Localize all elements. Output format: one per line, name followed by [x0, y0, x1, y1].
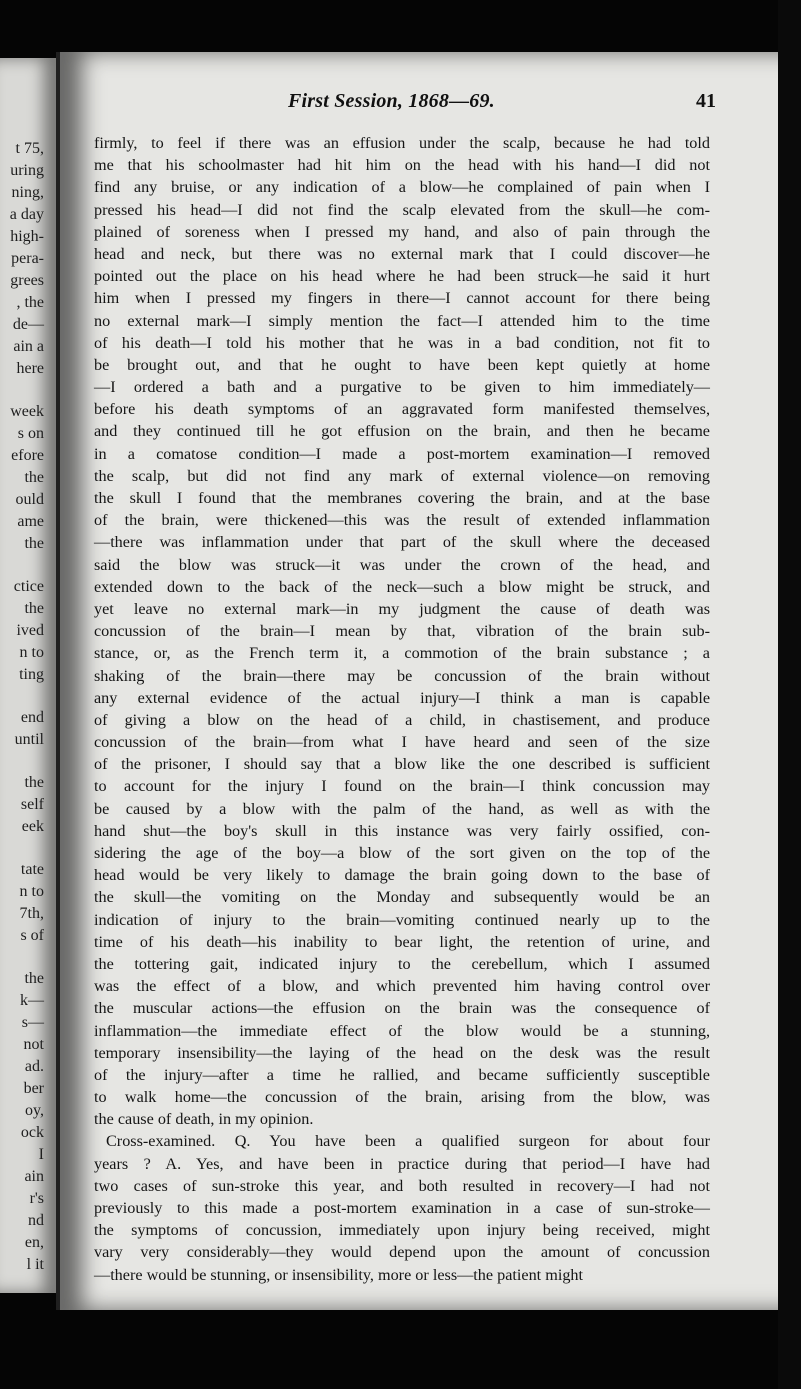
- left-page-fragment: efore: [11, 447, 44, 464]
- text-line: temporary insensibility—the laying of the head on the desk was the result: [94, 1043, 710, 1062]
- text-line: the skull—the vomiting on the Monday and subsequently would be an: [94, 888, 710, 907]
- text-line: concussion of the brain—from what I have heard and seen of the size: [94, 733, 710, 752]
- text-line: time of his death—his inability to bear light, the retention of urine, and: [94, 932, 710, 951]
- text-line: plained of soreness when I pressed my hand, and also of pain through the: [94, 222, 710, 241]
- text-line: inflammation—the immediate effect of the blow would be a stunning,: [94, 1021, 710, 1040]
- left-page-fragment: end: [20, 709, 44, 726]
- text-line: said the blow was struck—it was under the crown of the head, and: [94, 555, 710, 574]
- left-page-fragment: n to: [19, 644, 44, 661]
- left-page-fragment: oy,: [25, 1102, 44, 1119]
- left-page-fragment: en,: [24, 1234, 44, 1251]
- left-page-fragment: not: [23, 1036, 44, 1053]
- text-line: the skull I found that the membranes covering the brain, and at the base: [94, 489, 710, 507]
- left-page-fragment: ning,: [11, 184, 44, 201]
- left-page-fragment: ame: [17, 513, 44, 530]
- left-page-fragment: de—: [12, 316, 44, 333]
- left-page-fragment: nd: [28, 1212, 44, 1229]
- text-line: the tottering gait, indicated injury to the cerebellum, which I assumed: [94, 954, 710, 973]
- text-line: —there would be stunning, or insensibility, more or less—the patient might: [94, 1265, 583, 1284]
- text-line: to walk home—the concussion of the brain, arising from the blow, was: [94, 1088, 710, 1107]
- left-page-fragment: n to: [19, 883, 44, 900]
- text-line: to account for the injury I found on the brain—I think concussion may: [94, 777, 710, 796]
- left-page-fragment: ad.: [24, 1058, 44, 1075]
- left-page-fragment: ain a: [13, 338, 44, 355]
- left-page-fragment: the: [24, 535, 44, 552]
- left-page-fragment: s on: [17, 425, 44, 442]
- text-line: years ? A. Yes, and have been in practice during that period—I have had: [94, 1154, 710, 1173]
- left-page-fragment: k—: [20, 992, 44, 1009]
- text-line: —there was inflammation under that part of the skull where the deceased: [94, 533, 710, 552]
- left-page-fragment: l it: [26, 1256, 44, 1273]
- text-line: head would be very likely to damage the brain going down to the base of: [94, 866, 710, 885]
- text-line: pressed his head—I did not find the scalp elevated from the skull—he com-: [94, 200, 710, 219]
- left-page-fragment: ain: [24, 1168, 44, 1185]
- text-line: pointed out the place on his head where he had been struck—he said it hurt: [94, 267, 710, 286]
- text-line: indication of injury to the brain—vomiting continued nearly up to the: [94, 910, 710, 929]
- text-line: of the brain, were thickened—this was the result of extended inflammation: [94, 511, 710, 530]
- left-page-fragment: t 75,: [15, 140, 44, 157]
- text-line: of the prisoner, I should say that a blow like the one described is sufficient: [94, 755, 710, 774]
- text-line: before his death symptoms of an aggravated form manifested themselves,: [94, 400, 710, 419]
- text-line: and they continued till he got effusion on the brain, and then he became: [94, 422, 710, 441]
- text-line: was the effect of a blow, and which prevented him having control over: [94, 977, 710, 996]
- left-page-fragment: a day: [9, 206, 44, 223]
- left-page-fragment: ctice: [13, 578, 44, 595]
- text-line: previously to this made a post-mortem examination in a case of sun-stroke—: [94, 1199, 710, 1217]
- text-line: find any bruise, or any indication of a blow—he complained of pain when I: [94, 178, 710, 197]
- text-line: of his death—I told his mother that he was in a bad condition, not fit to: [94, 333, 710, 352]
- text-line: any external evidence of the actual injury—I think a man is capable: [94, 688, 710, 707]
- text-line: hand shut—the boy's skull in this instance was very fairly ossified, con-: [94, 821, 710, 840]
- left-page-fragment: 7th,: [19, 905, 44, 922]
- left-page-fragment: ock: [20, 1124, 44, 1141]
- text-line: head and neck, but there was no external mark that I could discover—he: [94, 244, 710, 263]
- left-page-fragment: ber: [23, 1080, 44, 1097]
- text-line: the scalp, but did not find any mark of external violence—on removing: [94, 466, 710, 485]
- text-line: of giving a blow on the head of a child, in chastisement, and produce: [94, 710, 710, 729]
- left-page-fragment: the: [24, 469, 44, 486]
- text-line: the cause of death, in my opinion.: [94, 1110, 314, 1129]
- left-page-fragment: I: [38, 1146, 44, 1163]
- left-page-fragment: s—: [21, 1014, 44, 1031]
- text-line: firmly, to feel if there was an effusion under the scalp, because he had told: [94, 134, 710, 152]
- left-page-fragment: tate: [20, 861, 44, 878]
- text-line: —I ordered a bath and a purgative to be given to him immediately—: [94, 378, 710, 397]
- text-line: two cases of sun-stroke this year, and both resulted in recovery—I had not: [94, 1176, 710, 1195]
- left-page-fragment: s of: [20, 927, 44, 944]
- left-page-fragment: week: [10, 403, 44, 420]
- book-page: [56, 52, 782, 1310]
- adjacent-left-page: [0, 58, 56, 1293]
- left-page-fragment: the: [24, 600, 44, 617]
- right-background-edge: [778, 0, 801, 1389]
- text-line: extended down to the back of the neck—such a blow might be struck, and: [94, 577, 710, 596]
- left-page-fragment: eek: [21, 818, 44, 835]
- left-page-fragment: until: [14, 731, 44, 748]
- left-page-fragment: ould: [15, 491, 44, 508]
- left-page-fragment: the: [24, 970, 44, 987]
- text-line: concussion of the brain—I mean by that, vibration of the brain sub-: [94, 622, 710, 641]
- text-line: him when I pressed my fingers in there—I cannot account for there being: [94, 289, 710, 308]
- running-head: First Session, 1868—69.: [288, 90, 495, 112]
- text-line: yet leave no external mark—in my judgment the cause of death was: [94, 599, 710, 618]
- text-line: no external mark—I simply mention the fact—I attended him to the time: [94, 311, 710, 330]
- left-page-fragment: uring: [10, 162, 44, 179]
- text-line: shaking of the brain—there may be concussion of the brain without: [94, 666, 710, 685]
- left-page-fragment: pera-: [11, 250, 44, 267]
- text-line: vary very considerably—they would depend upon the amount of concussion: [94, 1243, 710, 1262]
- text-line: stance, or, as the French term it, a commotion of the brain substance ; a: [94, 644, 710, 663]
- page-number: 41: [696, 90, 716, 112]
- left-page-fragment: here: [16, 360, 44, 377]
- text-line: be brought out, and that he ought to have been kept quietly at home: [94, 355, 710, 374]
- left-page-fragment: , the: [16, 294, 44, 311]
- left-page-fragment: self: [20, 796, 44, 813]
- text-line: of the injury—after a time he rallied, and became sufficiently susceptible: [94, 1065, 710, 1084]
- text-line: the symptoms of concussion, immediately upon injury being received, might: [94, 1221, 710, 1240]
- text-line: the muscular actions—the effusion on the brain was the consequence of: [94, 999, 710, 1018]
- body-text: [94, 132, 710, 1286]
- left-page-fragment: ived: [16, 622, 44, 639]
- left-page-fragment: r's: [29, 1190, 44, 1207]
- text-line: sidering the age of the boy—a blow of the sort given on the top of the: [94, 844, 710, 862]
- left-page-fragment: grees: [10, 272, 44, 289]
- left-page-fragment: the: [24, 774, 44, 791]
- left-page-fragment: high-: [10, 228, 44, 245]
- page-header: [60, 90, 782, 120]
- text-line: Cross-examined. Q. You have been a qualified surgeon for about four: [106, 1132, 710, 1151]
- text-line: in a comatose condition—I made a post-mortem examination—I removed: [94, 444, 710, 463]
- text-line: be caused by a blow with the palm of the hand, as well as with the: [94, 799, 710, 818]
- left-page-fragment: ting: [19, 666, 44, 683]
- text-line: me that his schoolmaster had hit him on the head with his hand—I did not: [94, 156, 710, 175]
